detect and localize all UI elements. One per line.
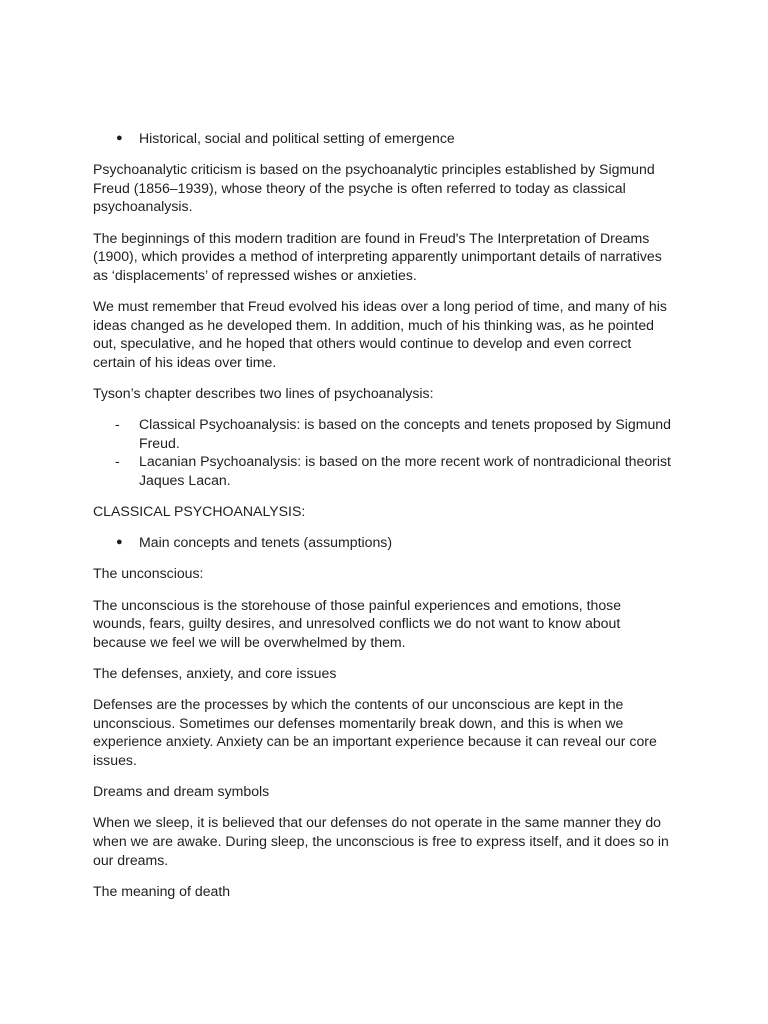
paragraph-intro: Psychoanalytic criticism is based on the psychoanalytic principles established by Sigmund Freud (1856–1939), whose theory of the psyche is often referred to today as classical psychoanalysis.	[93, 161, 655, 215]
list-item	[93, 129, 676, 148]
bullet-list-setting	[93, 129, 676, 148]
paragraph-defenses: Defenses are the processes by which the contents of our unconscious are kept in the unconscious. Sometimes our defenses momentarily break down, and this is when we experience anxiety. Anxiety can be an important experience because it can reveal our core issues.	[93, 696, 657, 768]
paragraph-tyson-lines: Tyson’s chapter describes two lines of psychoanalysis:	[93, 384, 434, 401]
list-item	[93, 415, 676, 452]
paragraph-beginnings: The beginnings of this modern tradition are found in Freud's The Interpretation of Dreams (1900), which provides a method of interpreting apparently unimportant details of narratives as ‘displacements’ of repressed wishes or anxieties.	[93, 229, 662, 283]
dash-marker: -	[115, 416, 120, 433]
paragraph-unconscious: The unconscious is the storehouse of those painful experiences and emotions, those wounds, fears, guilty desires, and unresolved conflicts we do not want to know about because we feel we will be overwhelmed by them.	[93, 596, 622, 650]
list-item	[93, 533, 676, 552]
bullet-list-concepts	[93, 533, 676, 552]
subheading-death: The meaning of death	[93, 882, 231, 899]
paragraph-dreams: When we sleep, it is believed that our defenses do not operate in the same manner they do when we are awake. During sleep, the unconscious is free to express itself, and it does so in our dreams.	[93, 814, 669, 868]
subheading-dreams: Dreams and dream symbols	[93, 783, 270, 800]
list-item-text: Lacanian Psychoanalysis: is based on the more recent work of nontradicional theorist Jaques Lacan.	[139, 453, 671, 488]
list-item-text: Main concepts and tenets (assumptions)	[139, 534, 393, 551]
bullet-marker: ●	[116, 536, 123, 549]
subheading-unconscious: The unconscious:	[93, 565, 204, 582]
list-item-text: Historical, social and political setting of emergence	[139, 130, 455, 146]
dash-list-lines	[93, 415, 676, 489]
dash-marker: -	[115, 453, 120, 470]
list-item	[93, 452, 676, 489]
bullet-marker: ●	[116, 132, 123, 144]
section-heading-classical: CLASSICAL PSYCHOANALYSIS:	[93, 503, 306, 520]
list-item-text: Classical Psychoanalysis: is based on the concepts and tenets proposed by Sigmund Freud.	[139, 416, 671, 451]
paragraph-freud-ideas: We must remember that Freud evolved his ideas over a long period of time, and many of his ideas changed as he developed them. In addition, much of his thinking was, as he pointed out, speculative, and he hoped that others would continue to develop and even correct certain of his ideas over time.	[93, 297, 667, 370]
subheading-defenses: The defenses, anxiety, and core issues	[93, 665, 337, 681]
